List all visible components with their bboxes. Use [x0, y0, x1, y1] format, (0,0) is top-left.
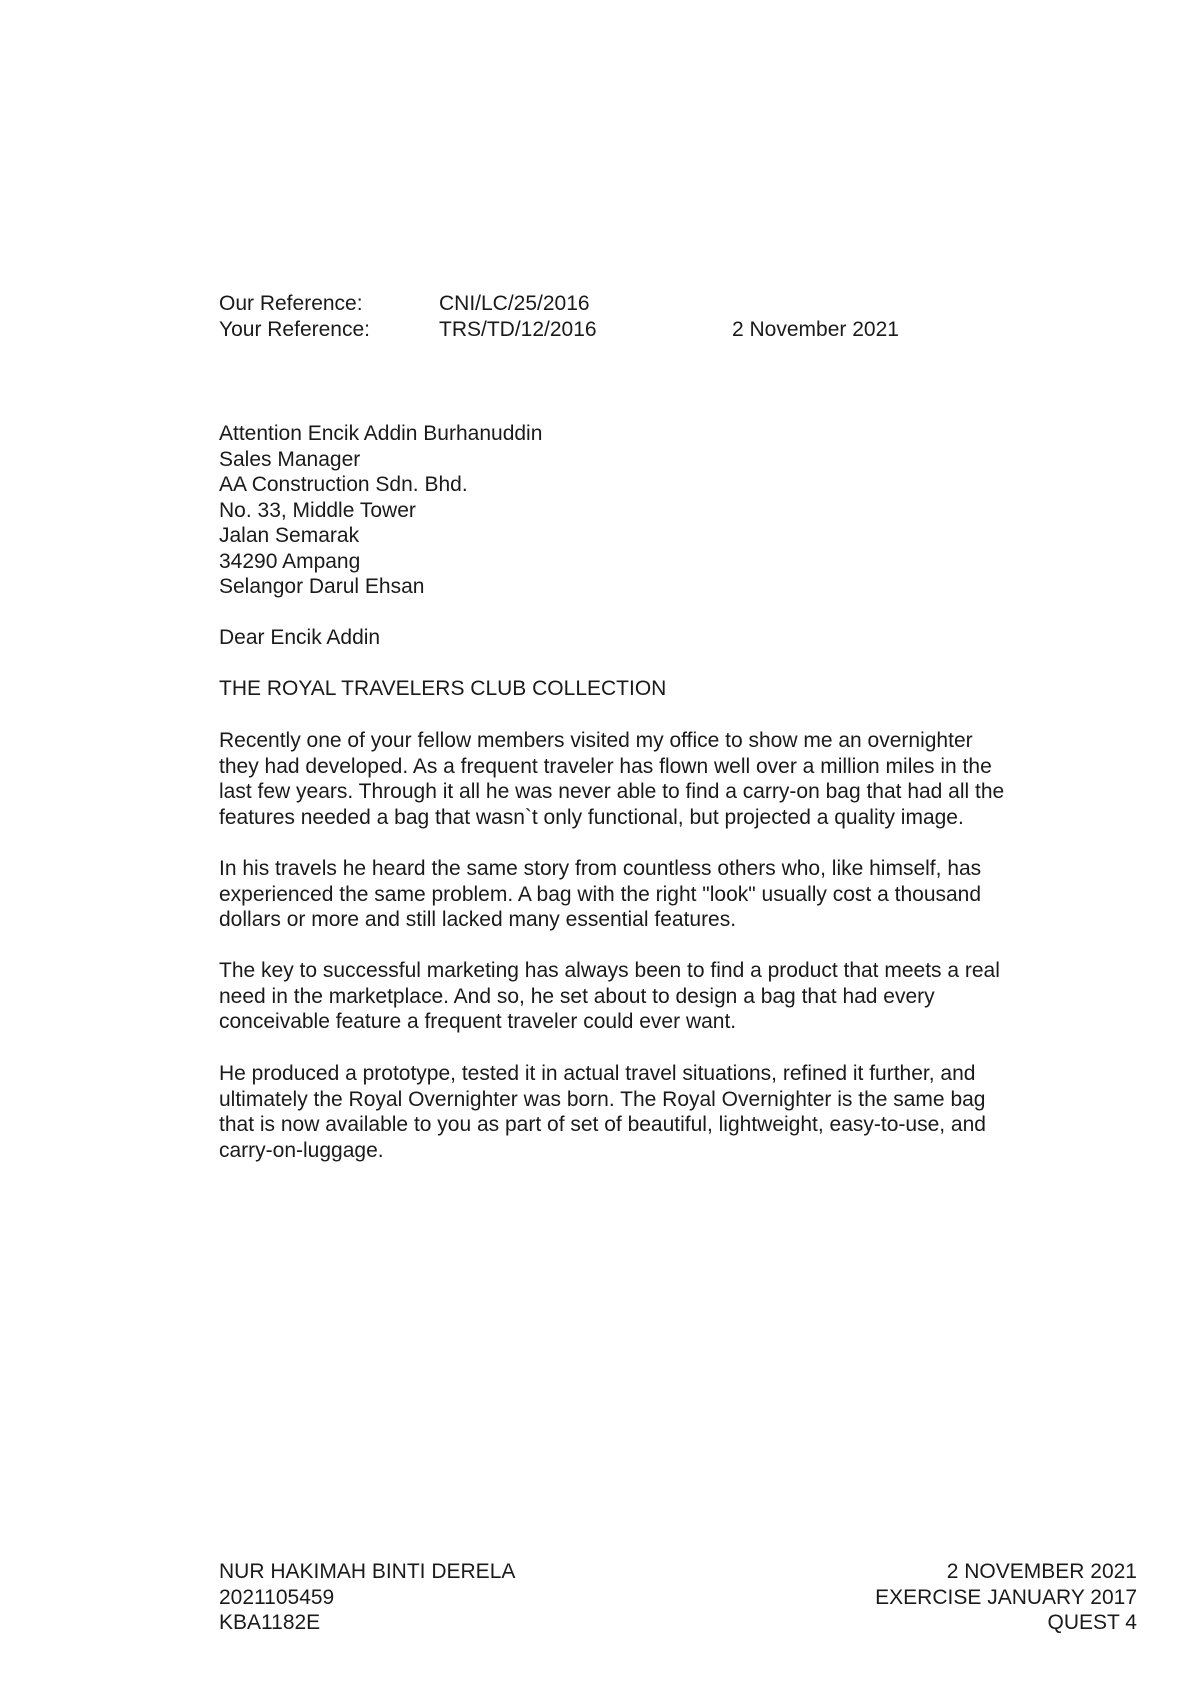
body-paragraph-3 — [219, 958, 1099, 1035]
address-line-street: Jalan Semarak — [219, 524, 360, 547]
recipient-address — [219, 421, 542, 600]
paragraph-line: He produced a prototype, tested it in actual travel situations, refined it further, and — [219, 1062, 976, 1085]
paragraph-line: conceivable feature a frequent traveler could ever want. — [219, 1010, 737, 1033]
your-reference-row — [219, 317, 899, 343]
our-reference-label: Our Reference: — [219, 292, 363, 315]
paragraph-line: Recently one of your fellow members visited my office to show me an overnighter — [219, 729, 973, 752]
address-line-title: Sales Manager — [219, 447, 361, 471]
address-line-building: No. 33, Middle Tower — [219, 498, 416, 522]
address-line-company: AA Construction Sdn. Bhd. — [219, 473, 468, 496]
paragraph-line: experienced the same problem. A bag with the right "look" usually cost a thousand — [219, 882, 982, 906]
paragraph-line: last few years. Through it all he was never able to find a carry-on bag that had all the — [219, 780, 1005, 803]
letter-subject: THE ROYAL TRAVELERS CLUB COLLECTION — [219, 677, 667, 700]
paragraph-line: need in the marketplace. And so, he set about to design a bag that had every — [219, 984, 935, 1008]
address-line-state: Selangor Darul Ehsan — [219, 575, 425, 598]
body-paragraph-2 — [219, 856, 1099, 933]
footer-course-code: KBA1182E — [219, 1611, 321, 1634]
paragraph-line: features needed a bag that wasn`t only functional, but projected a quality image. — [219, 805, 964, 829]
paragraph-line: In his travels he heard the same story from countless others who, like himself, has — [219, 857, 982, 880]
footer-student-info — [219, 1559, 515, 1636]
your-reference-value: TRS/TD/12/2016 — [439, 317, 597, 341]
paragraph-line: that is now available to you as part of set of beautiful, lightweight, easy-to-use, and — [219, 1113, 986, 1136]
footer-student-name: NUR HAKIMAH BINTI DERELA — [219, 1560, 516, 1583]
footer-exercise-info — [875, 1559, 1137, 1636]
footer-date: 2 NOVEMBER 2021 — [946, 1560, 1137, 1583]
our-reference-value: CNI/LC/25/2016 — [439, 292, 590, 315]
footer-student-id: 2021105459 — [219, 1585, 335, 1609]
paragraph-line: ultimately the Royal Overnighter was born. The Royal Overnighter is the same bag — [219, 1087, 986, 1111]
paragraph-line: The key to successful marketing has always been to find a product that meets a real — [219, 959, 1000, 982]
address-line-attention: Attention Encik Addin Burhanuddin — [219, 422, 543, 445]
body-paragraph-4 — [219, 1061, 1099, 1163]
letter-date: 2 November 2021 — [732, 317, 899, 341]
paragraph-line: they had developed. As a frequent traveler has flown well over a million miles in the — [219, 754, 992, 778]
our-reference-row — [219, 291, 899, 317]
your-reference-label: Your Reference: — [219, 317, 370, 341]
paragraph-line: dollars or more and still lacked many essential features. — [219, 908, 737, 931]
paragraph-line: carry-on-luggage. — [219, 1138, 384, 1162]
address-line-postcode: 34290 Ampang — [219, 549, 361, 573]
footer-exercise: EXERCISE JANUARY 2017 — [875, 1585, 1137, 1609]
salutation: Dear Encik Addin — [219, 626, 381, 649]
reference-block — [219, 291, 899, 342]
body-paragraph-1 — [219, 728, 1099, 830]
footer-question: QUEST 4 — [1047, 1611, 1137, 1634]
